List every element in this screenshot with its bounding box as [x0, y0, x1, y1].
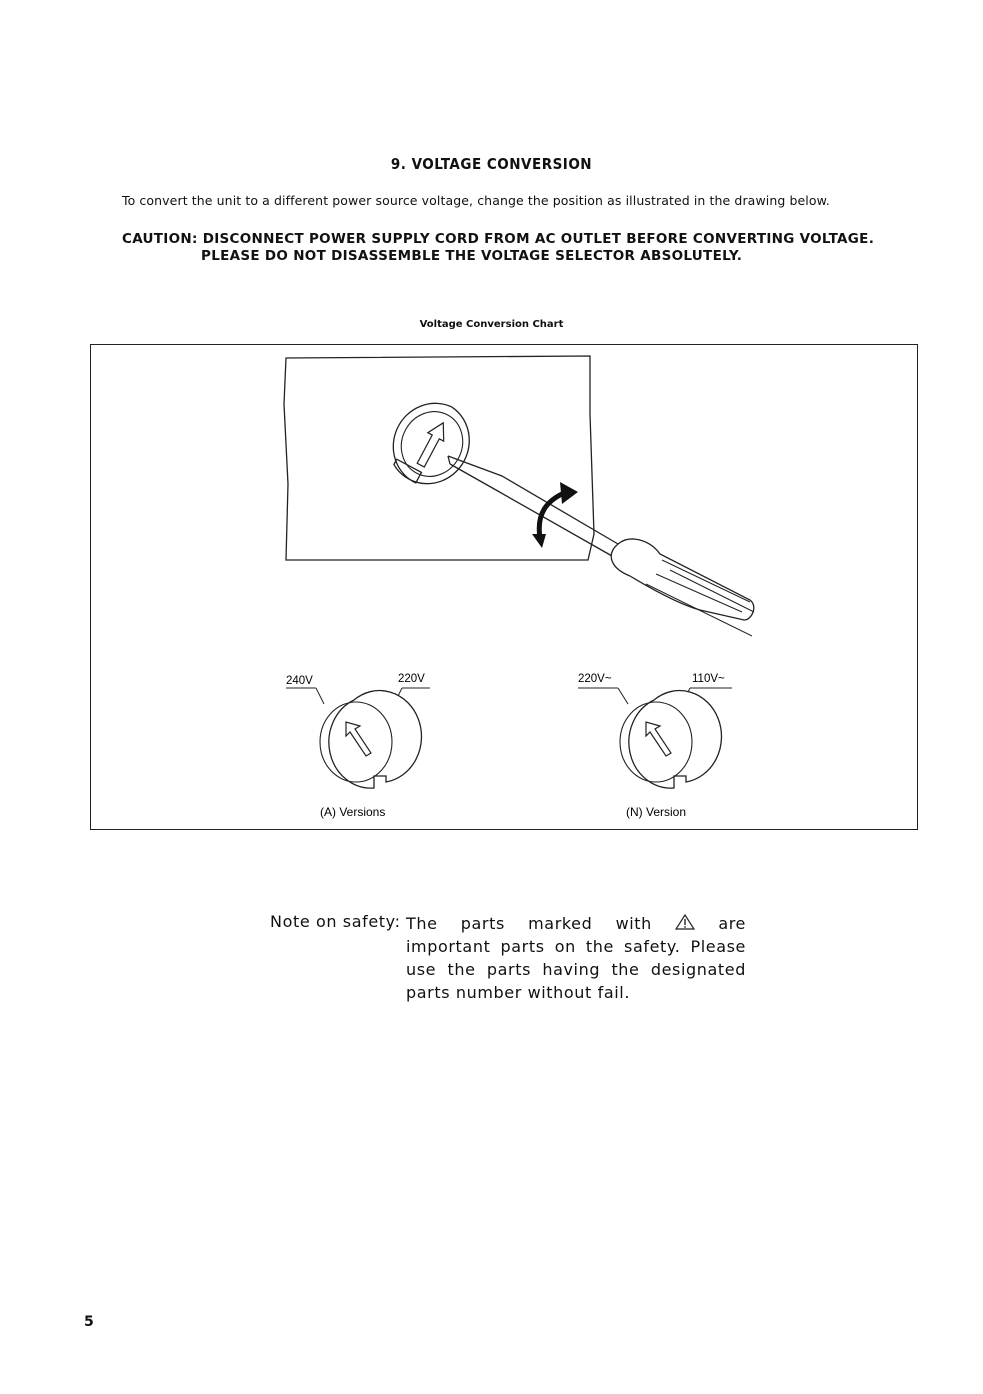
version-a-label: (A) Versions — [320, 805, 386, 819]
voltage-conversion-illustration — [90, 344, 918, 830]
dial-n-version — [578, 688, 732, 788]
caution-line-1: CAUTION: DISCONNECT POWER SUPPLY CORD FROM AC OUTLET BEFORE CONVERTING VOLTAGE. — [122, 231, 875, 247]
safety-note-text — [406, 912, 746, 1004]
dial-a-version — [286, 688, 430, 788]
screwdriver-icon — [448, 456, 754, 636]
safety-note-label: Note on safety: — [270, 912, 401, 931]
dial-n-right-voltage: 110V~ — [692, 673, 725, 685]
safety-note-text-start: The parts marked with — [406, 914, 652, 933]
page-number: 5 — [84, 1314, 94, 1330]
panel-dial — [379, 389, 484, 498]
dial-a-right-voltage: 220V — [398, 673, 425, 685]
section-title: 9. VOLTAGE CONVERSION — [390, 155, 593, 173]
dial-a-left-voltage: 240V — [286, 675, 313, 687]
warning-triangle-icon — [675, 914, 695, 930]
rotate-arrow-icon — [532, 482, 578, 548]
intro-text: To convert the unit to a different power source voltage, change the position as illustrated in the drawing below. — [122, 193, 830, 208]
dial-n-left-voltage: 220V~ — [578, 673, 612, 685]
chart-title: Voltage Conversion Chart — [419, 319, 564, 330]
caution-line-2: PLEASE DO NOT DISASSEMBLE THE VOLTAGE SELECTOR ABSOLUTELY. — [201, 248, 743, 264]
version-n-label: (N) Version — [626, 805, 687, 819]
safety-note-text-end: are important parts on the safety. Please use the parts having the designated parts number without fail. — [406, 914, 747, 1002]
